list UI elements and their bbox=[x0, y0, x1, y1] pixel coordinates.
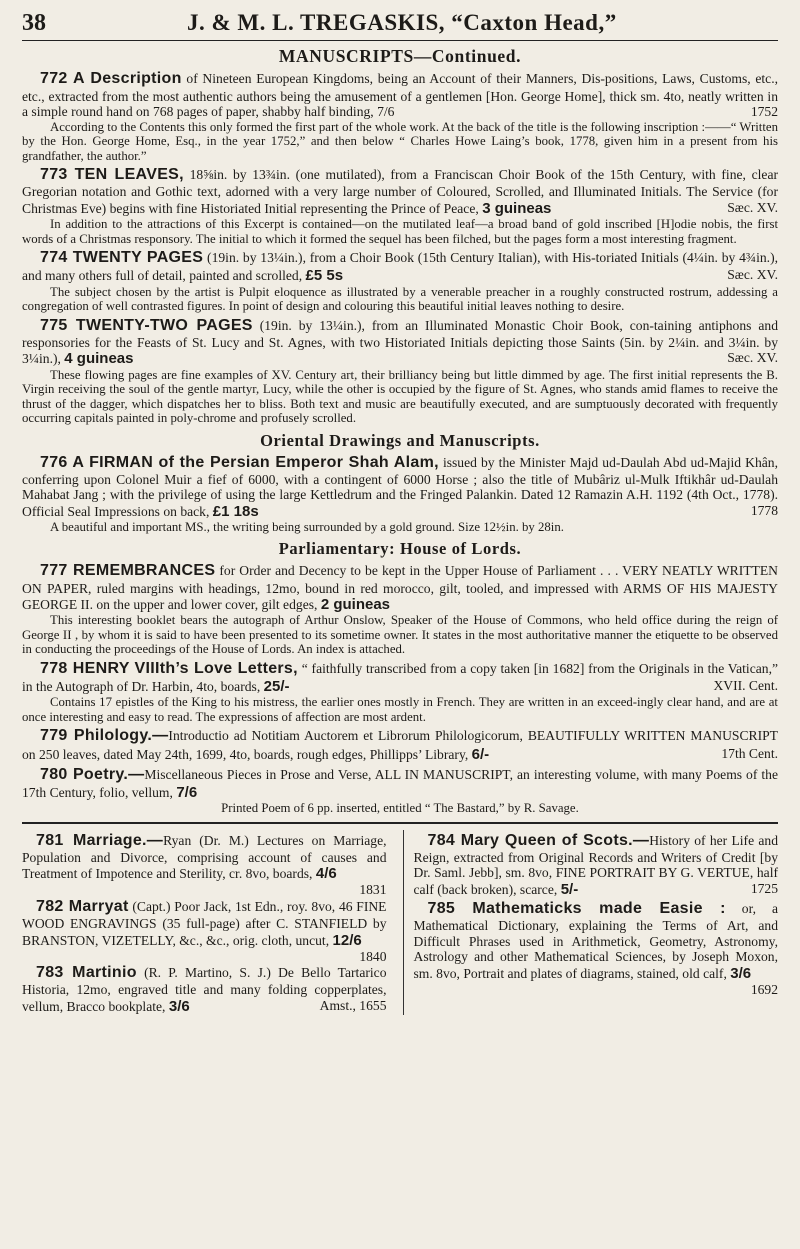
entry-price: 25/- bbox=[263, 678, 290, 696]
entry-heading: 778 HENRY VIIIth’s Love Letters, bbox=[40, 659, 298, 677]
catalogue-entry-782 bbox=[22, 897, 387, 964]
entry-body: “ faithfully transcribed from a copy taken [in 1682] from the Originals in the Vatican,” in the Autograph of Dr. Harbin, 4to, boards, bbox=[22, 660, 778, 695]
entry-date: 1778 bbox=[750, 502, 778, 518]
two-column-section bbox=[22, 822, 778, 1015]
entry-body: Miscellaneous Pieces in Prose and Verse, ALL IN MANUSCRIPT, an interesting volume, with many Poems of the 17th Century, folio, vellum, bbox=[22, 766, 778, 800]
entry-body: Ryan (Dr. M.) Lectures on Marriage, Population and Divorce, comprising account of causes and Treatment of Impotence and Sterility, cr. 8vo, boards, bbox=[22, 832, 387, 882]
entry-body: (19in. by 13¼in.), from a Choir Book (15th Century Italian), with His-toriated Initials (4¼in. by 4¾in.), and many others full of detail, painted and scrolled, bbox=[22, 250, 778, 284]
section-heading-oriental: Oriental Drawings and Manuscripts. bbox=[260, 430, 540, 450]
entry-heading: 774 TWENTY PAGES bbox=[40, 249, 204, 267]
entry-date: 1840 bbox=[359, 948, 387, 964]
section-heading-parliamentary: Parliamentary: House of Lords. bbox=[278, 539, 522, 559]
catalogue-entry-773 bbox=[22, 166, 778, 246]
entry-heading: 779 Philology.— bbox=[40, 727, 169, 745]
entry-price: 6/- bbox=[471, 745, 490, 763]
page-number: 38 bbox=[22, 10, 46, 36]
entry-date: 1692 bbox=[750, 981, 778, 997]
entry-price: 5/- bbox=[560, 880, 579, 898]
entry-body: History of her Life and Reign, extracted from Original Records and Writers of Credit [by Dr. Saml. Jebb], sm. 8vo, FINE PORTRAIT BY G. VERTUE, half calf (back broken), scarce, bbox=[413, 832, 778, 897]
entry-date: XVII. Cent. bbox=[713, 678, 778, 694]
entry-body: of Nineteen European Kingdoms, being an Account of their Manners, Dis-positions, Laws, Customs, etc., etc., extracted from the most authentic authors being the amusement of a gentlemen [Hon. George Home], thick sm. 4to, neatly written in a simple round hand on 768 pages of paper, shabby half binding, 7/6 bbox=[22, 71, 779, 120]
catalogue-entry-780 bbox=[22, 766, 778, 816]
entry-heading: 775 TWENTY-TWO PAGES bbox=[40, 316, 253, 334]
entry-heading: 785 Mathematicks made Easie : bbox=[427, 899, 726, 917]
entry-date: 1752 bbox=[750, 104, 778, 120]
entry-date: 1831 bbox=[359, 882, 387, 898]
entry-body: issued by the Minister Majd ud-Daulah Abd ud-Majid Khân, conferring upon Colonel Muir a fief of 6000, with a contingent of 6000 Horse ; also the title of Mubâriz ul-Mulk Iftikhâr ud-Daulah Mahabat Jang ; with the privilege of using the large Kettledrum and the Fringed Palankin. Dated 12 Ramazin A.H. 1192 (4th Oct., 1778). Official Seal Impressions on back, bbox=[22, 454, 778, 519]
entry-note: A beautiful and important MS., the writing being surrounded by a gold ground. Size 12½in. by 28in. bbox=[50, 519, 564, 534]
entry-price: 4 guineas bbox=[64, 350, 134, 368]
entry-price: 12/6 bbox=[332, 931, 362, 949]
catalogue-entry-774 bbox=[22, 249, 778, 313]
entry-date: Sæc. XV. bbox=[727, 199, 778, 215]
entry-date: Sæc. XV. bbox=[727, 350, 778, 366]
entry-date: 1725 bbox=[750, 880, 778, 896]
catalogue-entry-785 bbox=[413, 899, 779, 997]
entry-heading: 784 Mary Queen of Scots.— bbox=[427, 831, 650, 849]
right-column bbox=[403, 830, 779, 1015]
entry-body: (19in. by 13¼in.), from an Illuminated Monastic Choir Book, con-taining antiphons and responsories for the Feasts of St. Lucy and St. Agnes, with two Historiated Initials depicting those Saints (5in. by 2¼in. and 3¼in. by 3¼in.), bbox=[22, 317, 778, 367]
entry-heading: 783 Martinio bbox=[36, 964, 137, 982]
catalogue-entry-781 bbox=[22, 831, 387, 898]
entry-note: In addition to the attractions of this Excerpt is contained—on the mutilated leaf—a broad band of gold inscribed [H]odie nobis, the first words of a Christmas responsory. The initial to which it formed the sequel has been filched, but the pages form a most interesting fragment. bbox=[22, 217, 778, 246]
catalogue-entry-775 bbox=[22, 317, 778, 426]
entry-heading: 780 Poetry.— bbox=[40, 765, 145, 783]
entry-heading: 781 Marriage.— bbox=[36, 831, 164, 849]
entry-price: 7/6 bbox=[176, 783, 198, 801]
entry-date: Amst., 1655 bbox=[319, 997, 387, 1013]
entry-note: According to the Contents this only formed the first part of the whole work. At the back of the title is the following inscription :——“ Written by the Hon. George Home, Esq., in the year 1752,” and then below “ Charles Howe Laing’s book, 1778, given him in a present from his grandfather, the author.” bbox=[22, 119, 778, 163]
catalogue-entry-778 bbox=[22, 660, 778, 724]
entry-body: 18⅝in. by 13¾in. (one mutilated), from a Franciscan Choir Book of the 15th Century, with fine, clear Gregorian notation and Gothic text, adorned with a very large number of Coloured, Scrolled, and Illuminated Initials. The Service (for Christmas Eve) begins with fine Historiated Initial representing the Prince of Peace, bbox=[22, 167, 778, 216]
entry-heading: 776 A FIRMAN of the Persian Emperor Shah Alam, bbox=[40, 453, 439, 471]
entry-note: Contains 17 epistles of the King to his mistress, the earlier ones mostly in French. They are written in an exceed-ingly clear hand, and are at once interesting and easy to read. The expressions of affection are most ardent. bbox=[22, 695, 778, 724]
entry-price: 4/6 bbox=[315, 865, 337, 883]
entry-body: for Order and Decency to be kept in the Upper House of Parliament . . . VERY NEATLY WRITTEN ON PAPER, ruled margins with headings, 12mo, bound in red morocco, gilt, tooled, and impressed with ARMS OF HIS MAJESTY GEORGE II. on the upper and lower cover, gilt edges, bbox=[22, 563, 778, 612]
entry-note: The subject chosen by the artist is Pulpit eloquence as illustrated by a venerable preacher in a roughly constructed rostrum, addessing a congregation of well contrasted figures. In point of design and colouring this beautiful initial leaves nothing to desire. bbox=[22, 284, 778, 314]
entry-note: This interesting booklet bears the autograph of Arthur Onslow, Speaker of the House of Commons, who held office during the reign of George II , by whom it is said to have been presented to its sometime owner. It states in the most authoritative manner the etiquette to be observed in conducting the proceedings of the House of Lords. An index is attached. bbox=[22, 613, 778, 657]
entry-note: Printed Poem of 6 pp. inserted, entitled “ The Bastard,” by R. Savage. bbox=[221, 800, 579, 815]
catalogue-entry-784 bbox=[414, 832, 779, 898]
entry-heading: 777 REMEMBRANCES bbox=[40, 562, 216, 580]
entry-price: 3 guineas bbox=[482, 199, 552, 217]
catalogue-entry-779 bbox=[22, 727, 778, 762]
catalogue-entry-772 bbox=[22, 70, 778, 163]
catalogue-entry-777 bbox=[22, 562, 778, 657]
entry-body: (Capt.) Poor Jack, 1st Edn., roy. 8vo, 46 FINE WOOD ENGRAVINGS (35 full-page) after C. STANFIELD by BRANSTON, VIZETELLY, &c., &c., orig. cloth, uncut, bbox=[22, 898, 387, 948]
running-title: J. & M. L. TREGASKIS, “Caxton Head,” bbox=[187, 10, 617, 35]
entry-note: These flowing pages are fine examples of XV. Century art, their brilliancy being but little dimmed by age. The first initial represents the B. Virgin receiving the soul of the gentle martyr, Lucy, while the other is occupied by the figure of St. Agnes, who stands amid flames to receive the thrust of the dagger, which dispatches her to bliss. Both text and music are beautifully executed, and are sumptuously decorated with frequently occurring capitals painted in poly-chrome and profusely scrolled. bbox=[22, 367, 778, 426]
entry-price: £5 5s bbox=[305, 267, 344, 285]
section-heading-manuscripts: MANUSCRIPTS—Continued. bbox=[278, 46, 522, 67]
running-header bbox=[22, 10, 778, 41]
entry-price: £1 18s bbox=[212, 502, 259, 520]
entry-body: (R. P. Martino, S. J.) De Bello Tartarico Historia, 12mo, engraved title and many folding copperplates, vellum, Bracco bookplate, bbox=[22, 965, 387, 1014]
entry-price: 3/6 bbox=[730, 964, 752, 982]
entry-date: Sæc. XV. bbox=[727, 267, 778, 283]
catalogue-entry-783 bbox=[22, 964, 387, 1015]
entry-price: 2 guineas bbox=[320, 596, 391, 613]
catalogue-entry-776 bbox=[22, 454, 778, 535]
entry-date: 17th Cent. bbox=[721, 745, 778, 761]
entry-body: Introductio ad Notitiam Auctorem et Librorum Philologicorum, BEAUTIFULLY WRITTEN MANUSCRIPT on 250 leaves, dated May 24th, 1699, 4to, boards, rough edges, Phillipps’ Library, bbox=[22, 728, 778, 762]
entry-body: or, a Mathematical Dictionary, explaining the Terms of Art, and Difficult Phrases used in Arithmetick, Geometry, Astronomy, Astrology and other Mathematical Sciences, by Joseph Moxon, sm. 8vo, Portrait and plates of diagrams, stained, old calf, bbox=[413, 900, 778, 981]
entry-heading: 782 Marryat bbox=[36, 897, 129, 915]
entry-heading: 773 TEN LEAVES, bbox=[40, 166, 184, 184]
entry-heading: 772 A Description bbox=[40, 70, 182, 88]
left-column bbox=[22, 830, 387, 1015]
entry-price: 3/6 bbox=[168, 997, 190, 1015]
